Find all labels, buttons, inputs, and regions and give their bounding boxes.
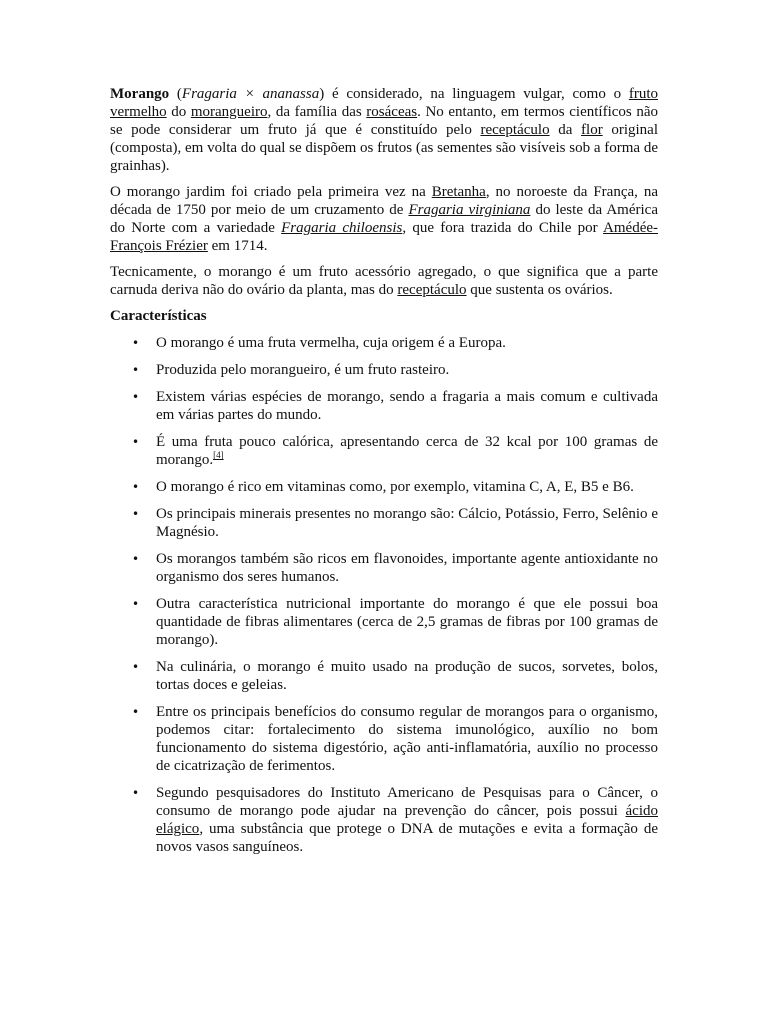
list-item-text: , uma substância que protege o DNA de mutações e evita a formação de novos vasos sanguíneos. xyxy=(156,821,658,855)
text: ( xyxy=(169,86,182,102)
reference-link[interactable]: [4] xyxy=(213,450,224,460)
text: que sustenta os ovários. xyxy=(466,282,613,298)
text: . No entanto, em termos científicos não se pode considerar um fruto já que é constituído pelo xyxy=(110,104,658,138)
text: O morango jardim foi criado pela primeira vez na xyxy=(110,184,432,200)
link-amedee-francois-frezier[interactable]: Amédée-François Frézier xyxy=(110,220,658,254)
link-receptaculo[interactable]: receptáculo xyxy=(480,122,550,138)
term-morango: Morango xyxy=(110,86,170,102)
text: da xyxy=(549,122,582,138)
list-item: • Na culinária, o morango é muito usado na produção de sucos, sorvetes, bolos, tortas doces e geleias. xyxy=(156,658,658,694)
text: em 1714. xyxy=(207,238,268,254)
link-acido-elagico[interactable]: ácido elágico xyxy=(156,803,658,837)
list-item: • Entre os principais benefícios do consumo regular de morangos para o organismo, podemos citar: fortalecimento do sistema imunológico, auxílio no bom funcionamento do sistema digestório, ação anti-inflamatória, auxílio no processo de cicatrização de ferimentos. xyxy=(156,703,658,775)
text: , que fora trazida do Chile por xyxy=(402,220,604,236)
intro-paragraph-1 xyxy=(110,85,658,175)
link-rosaceas[interactable]: rosáceas xyxy=(366,104,418,120)
text: do xyxy=(166,104,191,120)
list-item: • Outra característica nutricional importante do morango é que ele possui boa quantidade de fibras alimentares (cerca de 2,5 gramas de fibras por 100 gramas de morango). xyxy=(156,595,658,649)
link-fragaria-virginiana[interactable]: Fragaria virginiana xyxy=(408,202,531,218)
document-page xyxy=(110,85,658,865)
link-fruto[interactable]: fruto xyxy=(628,86,658,102)
link-receptaculo-2[interactable]: receptáculo xyxy=(397,282,467,298)
link-morangueiro[interactable]: morangueiro xyxy=(190,104,268,120)
list-item: • Os principais minerais presentes no morango são: Cálcio, Potássio, Ferro, Selênio e Magnésio. xyxy=(156,505,658,541)
text: do leste da América do Norte com a variedade xyxy=(110,202,658,236)
list-item: • Os morangos também são ricos em flavonoides, importante agente antioxidante no organismo dos seres humanos. xyxy=(156,550,658,586)
link-flor[interactable]: flor xyxy=(581,122,603,138)
list-item xyxy=(156,433,658,469)
text: , da família das xyxy=(267,104,367,120)
intro-paragraph-2 xyxy=(110,183,658,255)
link-bretanha[interactable]: Bretanha xyxy=(431,184,486,200)
link-vermelho[interactable]: vermelho xyxy=(110,104,167,120)
link-fragaria-chiloensis[interactable]: Fragaria chiloensis xyxy=(281,220,403,236)
intro-paragraph-3 xyxy=(110,263,658,299)
characteristics-list xyxy=(110,334,658,856)
list-item-text: É uma fruta pouco calórica, apresentando cerca de 32 kcal por 100 gramas de morango. xyxy=(156,434,658,468)
list-item-text: Segundo pesquisadores do Instituto Americano de Pesquisas para o Câncer, o consumo de morango pode ajudar na prevenção do câncer, pois possui xyxy=(156,785,658,819)
scientific-name: Fragaria × ananassa xyxy=(181,86,320,102)
section-heading: Características xyxy=(110,308,207,324)
list-item: • Produzida pelo morangueiro, é um fruto rasteiro. xyxy=(156,361,658,379)
list-item: • O morango é uma fruta vermelha, cuja origem é a Europa. xyxy=(156,334,658,352)
list-item xyxy=(156,784,658,856)
text: Tecnicamente, o morango é um fruto acessório agregado, o que significa que a parte carnuda deriva não do ovário da planta, mas do xyxy=(110,264,658,298)
text: original (composta), em volta do qual se dispõem os frutos (as sementes são visíveis sob a forma de grainhas). xyxy=(110,122,658,174)
text: , no noroeste da França, na década de 1750 por meio de um cruzamento de xyxy=(110,184,658,218)
list-item: • Existem várias espécies de morango, sendo a fragaria a mais comum e cultivada em várias partes do mundo. xyxy=(156,388,658,424)
list-item: • O morango é rico em vitaminas como, por exemplo, vitamina C, A, E, B5 e B6. xyxy=(156,478,658,496)
text: ) é considerado, na linguagem vulgar, como o xyxy=(319,86,629,102)
